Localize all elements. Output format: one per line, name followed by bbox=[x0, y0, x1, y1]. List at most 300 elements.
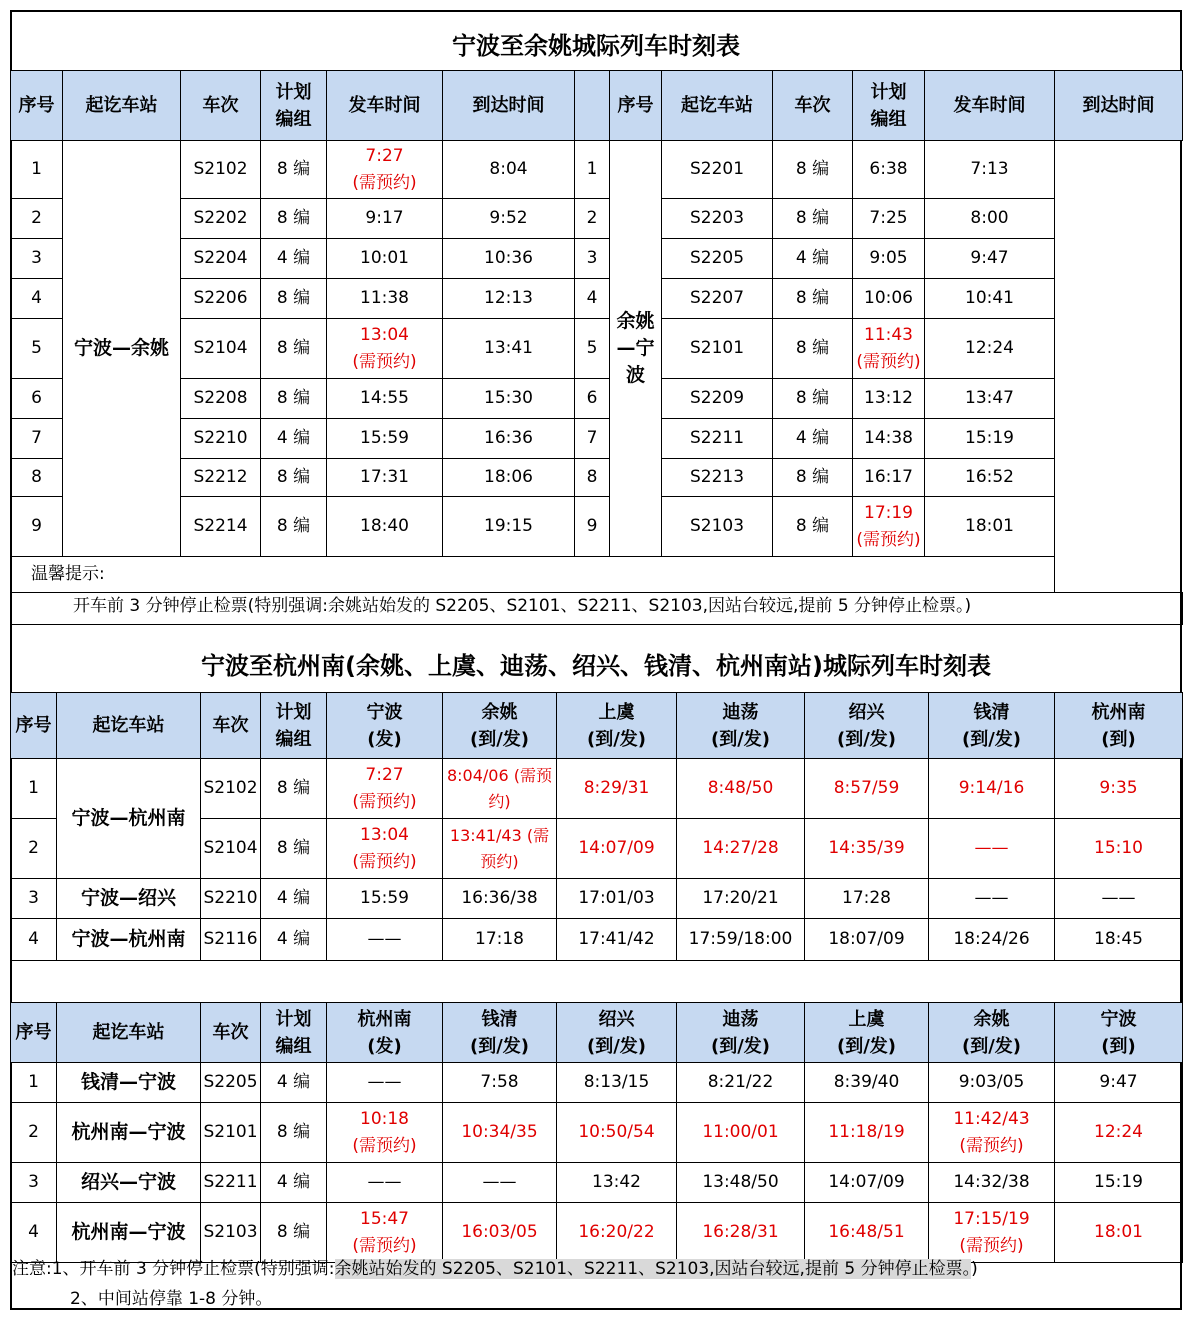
header-subtext: (到/发) bbox=[586, 728, 647, 750]
stop-time: —— bbox=[367, 1172, 402, 1192]
departure-time: 6:38 bbox=[869, 159, 908, 179]
header-route-right: 起讫车站 bbox=[662, 71, 773, 141]
stop-time: —— bbox=[1101, 888, 1136, 908]
seq-number: 1 bbox=[31, 159, 42, 179]
route-name: 绍兴—宁波 bbox=[80, 1171, 176, 1193]
train-number: S2213 bbox=[689, 467, 745, 487]
stop-time: 17:01/03 bbox=[578, 888, 655, 908]
train-cell bbox=[201, 1103, 261, 1163]
stop-cell bbox=[557, 1063, 677, 1103]
arrival-cell bbox=[443, 379, 575, 419]
train-number: S2211 bbox=[689, 428, 745, 448]
train-number: S2103 bbox=[203, 1222, 258, 1242]
header-cell bbox=[57, 1003, 201, 1063]
seq-cell bbox=[575, 459, 610, 497]
formation-cell bbox=[261, 141, 327, 199]
arrival-time: 12:24 bbox=[965, 338, 1014, 358]
note-1-highlight: 余姚站始发的 S2205、S2101、S2211、S2103,因站台较远,提前 5 分钟停止检票。 bbox=[334, 1259, 972, 1279]
stop-time: 8:21/22 bbox=[707, 1072, 774, 1092]
stop-time: 10:18 bbox=[360, 1108, 409, 1129]
table-header-row bbox=[11, 1003, 1183, 1063]
route-name: 宁波—绍兴 bbox=[80, 887, 176, 909]
stop-time: 7:58 bbox=[480, 1072, 519, 1092]
departure-cell bbox=[853, 199, 925, 239]
train-number: S2102 bbox=[203, 778, 258, 798]
departure-cell bbox=[327, 459, 443, 497]
train-number: S2101 bbox=[203, 1122, 258, 1142]
train-cell bbox=[662, 319, 773, 379]
header-route: 起讫车站 bbox=[63, 71, 181, 141]
header-subtext: (到/发) bbox=[836, 1035, 897, 1057]
train-cell bbox=[201, 759, 261, 819]
seq-number: 5 bbox=[586, 338, 598, 358]
header-cell bbox=[1055, 1003, 1183, 1063]
seq-cell bbox=[11, 1103, 57, 1163]
seq-number: 2 bbox=[31, 208, 42, 228]
arrival-cell bbox=[925, 419, 1055, 459]
stop-cell bbox=[1055, 819, 1183, 879]
arrival-time: 15:30 bbox=[484, 388, 533, 408]
stop-cell bbox=[805, 919, 929, 961]
header-subtext: 编组 bbox=[275, 728, 312, 750]
table-row bbox=[11, 319, 1183, 379]
departure-time: 9:17 bbox=[365, 208, 404, 228]
train-cell bbox=[662, 279, 773, 319]
formation: 8 编 bbox=[795, 159, 830, 179]
train-cell bbox=[201, 819, 261, 879]
seq-cell bbox=[11, 419, 63, 459]
formation: 4 编 bbox=[276, 888, 311, 908]
stop-cell bbox=[1055, 919, 1183, 961]
header-arr-right: 到达时间 bbox=[1055, 71, 1183, 141]
train-number: S2103 bbox=[689, 516, 745, 536]
ningbo-yuyao-timetable bbox=[10, 70, 1183, 625]
seq-number: 4 bbox=[28, 1222, 39, 1242]
stop-time: 9:03/05 bbox=[958, 1072, 1025, 1092]
formation-cell bbox=[261, 459, 327, 497]
seq-cell bbox=[575, 419, 610, 459]
formation: 4 编 bbox=[795, 248, 830, 268]
train-number: S2204 bbox=[193, 248, 248, 268]
formation-cell bbox=[261, 279, 327, 319]
formation-cell bbox=[773, 319, 853, 379]
departure-time: 11:43 bbox=[864, 324, 913, 345]
seq-cell bbox=[11, 497, 63, 557]
train-cell bbox=[201, 919, 261, 961]
seq-number: 2 bbox=[586, 208, 598, 228]
table-row bbox=[11, 199, 1183, 239]
stop-cell bbox=[1055, 1103, 1183, 1163]
train-number: S2209 bbox=[689, 388, 745, 408]
stop-cell bbox=[327, 1163, 443, 1203]
header-cell bbox=[557, 1003, 677, 1063]
stop-cell bbox=[677, 1103, 805, 1163]
stop-time: 14:07/09 bbox=[578, 838, 655, 858]
table-row bbox=[11, 759, 1183, 819]
formation-cell bbox=[773, 279, 853, 319]
reservation-note: (需预约) bbox=[352, 1235, 417, 1256]
stop-cell bbox=[327, 1103, 443, 1163]
stop-time: 16:48/51 bbox=[828, 1222, 905, 1242]
departure-time: 9:05 bbox=[869, 248, 908, 268]
train-cell bbox=[662, 239, 773, 279]
header-text: 绍兴 bbox=[848, 701, 885, 723]
route-cell bbox=[57, 1103, 201, 1163]
note-line-1 bbox=[12, 1254, 978, 1279]
header-subtext: 编组 bbox=[275, 1035, 312, 1057]
header-arr: 到达时间 bbox=[443, 71, 575, 141]
departure-time: 14:38 bbox=[864, 428, 913, 448]
formation-cell bbox=[261, 1163, 327, 1203]
departure-cell bbox=[327, 239, 443, 279]
stop-time: 7:27 bbox=[365, 764, 404, 785]
departure-cell bbox=[327, 419, 443, 459]
seq-cell bbox=[11, 919, 57, 961]
ningbo-hangzhou-timetable bbox=[10, 692, 1183, 1263]
route-name: 宁波—杭州南 bbox=[71, 807, 186, 829]
table-row bbox=[11, 497, 1183, 557]
formation: 8 编 bbox=[276, 1122, 311, 1142]
arrival-cell bbox=[925, 379, 1055, 419]
stop-cell bbox=[557, 1163, 677, 1203]
formation-cell bbox=[261, 759, 327, 819]
seq-cell bbox=[575, 239, 610, 279]
train-cell bbox=[181, 239, 261, 279]
formation: 8 编 bbox=[276, 467, 311, 487]
train-cell bbox=[181, 459, 261, 497]
seq-number: 9 bbox=[31, 516, 42, 536]
spacer-cell bbox=[11, 961, 1183, 1003]
stop-cell bbox=[1055, 759, 1183, 819]
stop-time: 8:04/06 (需预约) bbox=[446, 765, 552, 811]
header-cell bbox=[11, 693, 57, 759]
seq-number: 8 bbox=[31, 467, 42, 487]
tip-title-row bbox=[11, 557, 1183, 593]
stop-time: 9:35 bbox=[1099, 778, 1138, 798]
departure-time: 15:59 bbox=[360, 428, 409, 448]
seq-cell bbox=[11, 239, 63, 279]
arrival-time: 13:41 bbox=[484, 338, 533, 358]
train-number: S2210 bbox=[193, 428, 248, 448]
seq-cell bbox=[575, 199, 610, 239]
header-subtext: (发) bbox=[367, 1035, 402, 1057]
tip-title: 温馨提示: bbox=[11, 557, 575, 593]
departure-cell bbox=[853, 239, 925, 279]
departure-cell bbox=[853, 497, 925, 557]
stop-cell bbox=[443, 1103, 557, 1163]
departure-cell bbox=[327, 141, 443, 199]
reservation-note: (需预约) bbox=[352, 791, 417, 812]
header-text: 上虞 bbox=[848, 1008, 885, 1030]
tip-body-row bbox=[11, 593, 1183, 625]
header-text: 上虞 bbox=[598, 701, 635, 723]
stop-time: 18:07/09 bbox=[828, 929, 905, 949]
seq-cell bbox=[575, 379, 610, 419]
train-cell bbox=[181, 319, 261, 379]
header-cell bbox=[201, 1003, 261, 1063]
stop-time: 8:48/50 bbox=[707, 778, 774, 798]
train-number: S2201 bbox=[689, 159, 745, 179]
table-row bbox=[11, 379, 1183, 419]
arrival-time: 10:41 bbox=[965, 288, 1014, 308]
stop-time: 17:28 bbox=[842, 888, 891, 908]
stop-cell bbox=[557, 1103, 677, 1163]
stop-time: 14:32/38 bbox=[953, 1172, 1030, 1192]
route-name: 杭州南—宁波 bbox=[71, 1221, 186, 1243]
departure-cell bbox=[853, 319, 925, 379]
formation: 8 编 bbox=[276, 516, 311, 536]
stop-cell bbox=[443, 879, 557, 919]
formation-cell bbox=[773, 497, 853, 557]
departure-cell bbox=[327, 497, 443, 557]
seq-cell bbox=[11, 759, 57, 819]
formation-cell bbox=[773, 141, 853, 199]
table-header-row bbox=[11, 71, 1183, 141]
header-train-right: 车次 bbox=[773, 71, 853, 141]
stop-cell bbox=[929, 1063, 1055, 1103]
header-text: 车次 bbox=[212, 1022, 249, 1043]
stop-time: 16:20/22 bbox=[578, 1222, 655, 1242]
stop-time: 17:18 bbox=[475, 929, 524, 949]
arrival-cell bbox=[925, 141, 1055, 199]
seq-cell bbox=[11, 319, 63, 379]
header-cell bbox=[929, 1003, 1055, 1063]
header-subtext: (到/发) bbox=[836, 728, 897, 750]
stop-cell bbox=[805, 1163, 929, 1203]
header-subtext: (到) bbox=[1101, 728, 1136, 750]
header-text: 杭州南 bbox=[1091, 701, 1146, 723]
stop-cell bbox=[443, 759, 557, 819]
stop-cell bbox=[557, 919, 677, 961]
header-text: 序号 bbox=[15, 1022, 52, 1043]
header-text: 计划 bbox=[275, 701, 312, 723]
stop-cell bbox=[1055, 1203, 1183, 1263]
train-cell bbox=[201, 1063, 261, 1103]
stop-time: —— bbox=[974, 888, 1009, 908]
seq-cell bbox=[11, 279, 63, 319]
train-number: S2116 bbox=[203, 929, 258, 949]
arrival-time: 7:13 bbox=[970, 159, 1009, 179]
formation: 8 编 bbox=[795, 467, 830, 487]
train-number: S2205 bbox=[689, 248, 745, 268]
train-cell bbox=[181, 141, 261, 199]
header-subtext: (到/发) bbox=[586, 1035, 647, 1057]
stop-time: 8:29/31 bbox=[583, 778, 650, 798]
departure-time: 17:31 bbox=[360, 467, 409, 487]
route-cell bbox=[57, 919, 201, 961]
formation-cell bbox=[261, 239, 327, 279]
table-row bbox=[11, 1163, 1183, 1203]
header-text: 钱清 bbox=[973, 701, 1010, 723]
formation: 8 编 bbox=[795, 288, 830, 308]
header-cell bbox=[1055, 693, 1183, 759]
header-cell bbox=[805, 1003, 929, 1063]
header-text: 迪荡 bbox=[722, 1008, 759, 1030]
header-plan-right bbox=[853, 71, 925, 141]
formation-cell bbox=[261, 497, 327, 557]
header-cell bbox=[201, 693, 261, 759]
stop-time: 15:47 bbox=[360, 1208, 409, 1229]
table-row bbox=[11, 879, 1183, 919]
arrival-cell bbox=[443, 459, 575, 497]
arrival-time: 16:36 bbox=[484, 428, 533, 448]
train-number: S2206 bbox=[193, 288, 248, 308]
reservation-note: (需预约) bbox=[352, 172, 417, 193]
header-text: 车次 bbox=[212, 715, 249, 736]
stop-time: 18:24/26 bbox=[953, 929, 1030, 949]
arrival-cell bbox=[925, 199, 1055, 239]
seq-number: 1 bbox=[28, 1072, 39, 1092]
timetable-2-title: 宁波至杭州南(余姚、上虞、迪荡、绍兴、钱清、杭州南站)城际列车时刻表 bbox=[201, 652, 991, 680]
arrival-time: 13:47 bbox=[965, 388, 1014, 408]
header-dep-right: 发车时间 bbox=[925, 71, 1055, 141]
arrival-cell bbox=[443, 319, 575, 379]
seq-cell bbox=[575, 279, 610, 319]
header-train: 车次 bbox=[181, 71, 261, 141]
train-cell bbox=[181, 379, 261, 419]
train-cell bbox=[181, 279, 261, 319]
reservation-note: (需预约) bbox=[352, 351, 417, 372]
reservation-note: (需预约) bbox=[856, 351, 921, 372]
header-text: 钱清 bbox=[481, 1008, 518, 1030]
train-cell bbox=[201, 1163, 261, 1203]
stop-time: 9:47 bbox=[1099, 1072, 1138, 1092]
seq-number: 4 bbox=[586, 288, 598, 308]
stop-cell bbox=[805, 879, 929, 919]
route-name: 杭州南—宁波 bbox=[71, 1121, 186, 1143]
reservation-note: (需预约) bbox=[352, 851, 417, 872]
arrival-time: 10:36 bbox=[484, 248, 533, 268]
seq-cell bbox=[575, 141, 610, 199]
formation-cell bbox=[773, 419, 853, 459]
header-subtext: (发) bbox=[367, 728, 402, 750]
arrival-cell bbox=[443, 419, 575, 459]
note-1-suffix: ) bbox=[971, 1259, 978, 1279]
route-cell bbox=[57, 1163, 201, 1203]
seq-number: 9 bbox=[586, 516, 598, 536]
seq-number: 7 bbox=[586, 428, 598, 448]
table-row bbox=[11, 141, 1183, 199]
seq-cell bbox=[11, 819, 57, 879]
stop-time: 17:20/21 bbox=[702, 888, 779, 908]
route-cell bbox=[57, 759, 201, 879]
departure-time: 10:06 bbox=[864, 288, 913, 308]
train-number: S2207 bbox=[689, 288, 745, 308]
header-subtext: (到) bbox=[1101, 1035, 1136, 1057]
train-cell bbox=[662, 379, 773, 419]
header-dep: 发车时间 bbox=[327, 71, 443, 141]
header-text: 宁波 bbox=[1100, 1008, 1137, 1030]
formation: 4 编 bbox=[795, 428, 830, 448]
seq-number: 2 bbox=[28, 1122, 39, 1142]
formation-cell bbox=[773, 239, 853, 279]
formation: 8 编 bbox=[276, 288, 311, 308]
formation-cell bbox=[261, 919, 327, 961]
header-text: 余姚 bbox=[481, 701, 518, 723]
train-number: S2104 bbox=[193, 338, 248, 358]
formation: 8 编 bbox=[276, 338, 311, 358]
stop-time: 8:39/40 bbox=[833, 1072, 900, 1092]
formation-cell bbox=[261, 379, 327, 419]
header-text: 绍兴 bbox=[598, 1008, 635, 1030]
stop-cell bbox=[443, 1163, 557, 1203]
stop-cell bbox=[677, 879, 805, 919]
stop-time: 10:50/54 bbox=[578, 1122, 655, 1142]
formation-cell bbox=[773, 459, 853, 497]
departure-cell bbox=[327, 379, 443, 419]
stop-cell bbox=[929, 819, 1055, 879]
seq-number: 5 bbox=[31, 338, 42, 358]
stop-time: 15:19 bbox=[1094, 1172, 1143, 1192]
formation: 8 编 bbox=[276, 778, 311, 798]
route-name: 宁波—余姚 bbox=[73, 337, 169, 359]
header-cell bbox=[677, 693, 805, 759]
stop-time: 11:42/43 bbox=[953, 1108, 1030, 1129]
seq-cell bbox=[11, 199, 63, 239]
train-number: S2208 bbox=[193, 388, 248, 408]
stop-cell bbox=[677, 1163, 805, 1203]
formation: 8 编 bbox=[276, 208, 311, 228]
stop-cell bbox=[1055, 1063, 1183, 1103]
header-text: 迪荡 bbox=[722, 701, 759, 723]
stop-cell bbox=[805, 819, 929, 879]
stop-time: 8:13/15 bbox=[583, 1072, 650, 1092]
departure-cell bbox=[853, 279, 925, 319]
reservation-note: (需预约) bbox=[959, 1235, 1024, 1256]
departure-time: 7:27 bbox=[365, 145, 404, 166]
reservation-note: (需预约) bbox=[959, 1135, 1024, 1156]
departure-time: 18:40 bbox=[360, 516, 409, 536]
stop-cell bbox=[443, 1063, 557, 1103]
train-number: S2205 bbox=[203, 1072, 258, 1092]
header-cell bbox=[443, 693, 557, 759]
stop-cell bbox=[1055, 1163, 1183, 1203]
stop-time: 9:14/16 bbox=[958, 778, 1025, 798]
arrival-cell bbox=[443, 199, 575, 239]
stop-cell bbox=[929, 759, 1055, 819]
departure-cell bbox=[327, 319, 443, 379]
arrival-time: 18:01 bbox=[965, 516, 1014, 536]
train-cell bbox=[181, 199, 261, 239]
formation: 4 编 bbox=[276, 248, 311, 268]
header-plan bbox=[261, 71, 327, 141]
stop-cell bbox=[929, 1163, 1055, 1203]
arrival-time: 8:04 bbox=[489, 159, 528, 179]
departure-cell bbox=[853, 141, 925, 199]
train-number: S2102 bbox=[193, 159, 248, 179]
formation-cell bbox=[261, 199, 327, 239]
stop-cell bbox=[327, 819, 443, 879]
seq-cell bbox=[11, 141, 63, 199]
header-plan-line2: 编组 bbox=[870, 108, 907, 130]
seq-number: 3 bbox=[28, 888, 39, 908]
formation: 8 编 bbox=[795, 208, 830, 228]
stop-cell bbox=[677, 759, 805, 819]
table-row bbox=[11, 419, 1183, 459]
stop-time: 15:10 bbox=[1094, 838, 1143, 858]
reservation-note: (需预约) bbox=[352, 1135, 417, 1156]
header-text: 计划 bbox=[275, 1008, 312, 1030]
departure-cell bbox=[853, 459, 925, 497]
header-subtext: (到/发) bbox=[710, 1035, 771, 1057]
stop-time: 16:03/05 bbox=[461, 1222, 538, 1242]
train-cell bbox=[662, 199, 773, 239]
departure-time: 14:55 bbox=[360, 388, 409, 408]
stop-cell bbox=[557, 879, 677, 919]
seq-cell bbox=[575, 319, 610, 379]
stop-time: —— bbox=[367, 1072, 402, 1092]
formation-cell bbox=[261, 819, 327, 879]
